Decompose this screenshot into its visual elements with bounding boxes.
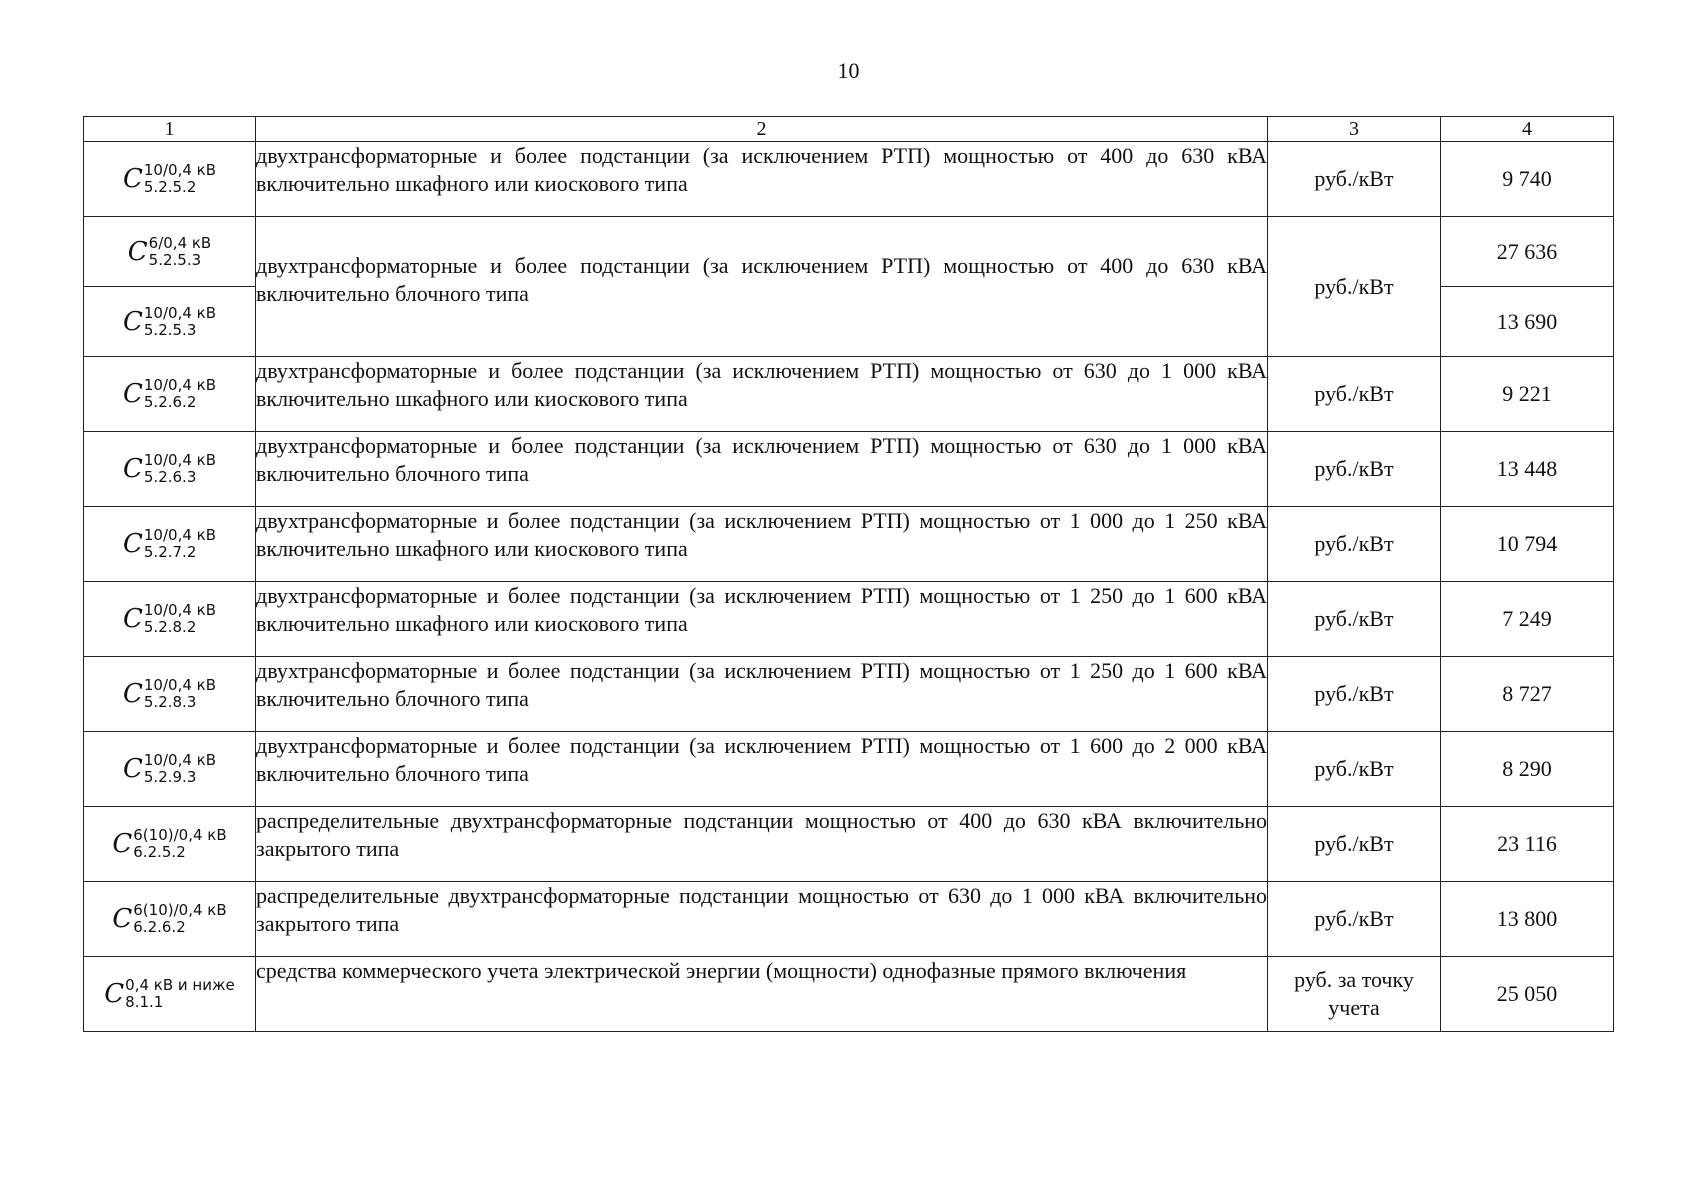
rate-unit: руб./кВт	[1268, 657, 1441, 732]
rate-superscript: 10/0,4 кВ	[143, 376, 217, 394]
column-number-row	[84, 117, 1614, 142]
rate-subscript: 5.2.6.2	[143, 393, 197, 411]
column-header: 2	[256, 117, 1268, 142]
rate-value: 23 116	[1441, 807, 1614, 882]
rate-code	[84, 142, 256, 217]
rate-symbol: C	[122, 164, 143, 194]
rate-subscript: 5.2.5.3	[143, 320, 197, 339]
rate-code	[84, 657, 256, 732]
rate-value: 9 221	[1441, 357, 1614, 432]
rate-superscript: 10/0,4 кВ	[143, 303, 217, 322]
rate-code	[84, 217, 256, 287]
rate-description: двухтрансформаторные и более подстанции (за исключением РТП) мощностью от 1 600 до 2 000 кВА включительно блочного типа	[256, 732, 1268, 807]
rate-description: двухтрансформаторные и более подстанции (за исключением РТП) мощностью от 630 до 1 000 кВА включительно шкафного или киоскового типа	[256, 357, 1268, 432]
rate-superscript: 6(10)/0,4 кВ	[133, 901, 227, 919]
rate-code	[84, 357, 256, 432]
rate-description: распределительные двухтрансформаторные подстанции мощностью от 400 до 630 кВА включительно закрытого типа	[256, 807, 1268, 882]
rate-symbol: C	[112, 829, 133, 859]
column-header: 1	[84, 117, 256, 142]
rate-symbol: C	[104, 979, 125, 1009]
rate-subscript: 6.2.5.2	[133, 843, 186, 861]
rate-unit: руб. за точку учета	[1268, 957, 1441, 1032]
table-row	[84, 732, 1614, 807]
rate-symbol: C	[122, 529, 143, 559]
rate-superscript: 10/0,4 кВ	[143, 676, 217, 694]
rate-superscript: 10/0,4 кВ	[143, 451, 217, 469]
table-row	[84, 507, 1614, 582]
rate-unit: руб./кВт	[1268, 882, 1441, 957]
rate-unit: руб./кВт	[1268, 217, 1441, 357]
rate-description: двухтрансформаторные и более подстанции (за исключением РТП) мощностью от 1 250 до 1 600 кВА включительно блочного типа	[256, 657, 1268, 732]
rate-superscript: 6/0,4 кВ	[148, 233, 212, 252]
rate-unit: руб./кВт	[1268, 357, 1441, 432]
table-row	[84, 657, 1614, 732]
rate-description: распределительные двухтрансформаторные подстанции мощностью от 630 до 1 000 кВА включительно закрытого типа	[256, 882, 1268, 957]
rate-subscript: 6.2.6.2	[133, 918, 186, 936]
table-row	[84, 357, 1614, 432]
rate-value: 8 290	[1441, 732, 1614, 807]
column-header: 4	[1441, 117, 1614, 142]
rate-superscript: 10/0,4 кВ	[143, 751, 217, 769]
rate-subscript: 5.2.5.2	[143, 178, 197, 196]
rate-symbol: C	[122, 754, 143, 784]
rate-unit: руб./кВт	[1268, 507, 1441, 582]
rate-value: 13 800	[1441, 882, 1614, 957]
rate-code	[84, 582, 256, 657]
table-row	[84, 432, 1614, 507]
rate-superscript: 10/0,4 кВ	[143, 526, 217, 544]
rate-description: двухтрансформаторные и более подстанции (за исключением РТП) мощностью от 400 до 630 кВА включительно блочного типа	[256, 217, 1268, 357]
tariff-table	[83, 116, 1614, 1032]
rate-code	[84, 882, 256, 957]
rate-unit: руб./кВт	[1268, 807, 1441, 882]
rate-subscript: 5.2.7.2	[143, 543, 197, 561]
rate-unit: руб./кВт	[1268, 732, 1441, 807]
rate-value: 25 050	[1441, 957, 1614, 1032]
rate-value: 9 740	[1441, 142, 1614, 217]
page-number: 10	[837, 58, 860, 83]
rate-code	[84, 287, 256, 357]
table-row	[84, 807, 1614, 882]
rate-description: двухтрансформаторные и более подстанции (за исключением РТП) мощностью от 400 до 630 кВА включительно шкафного или киоскового типа	[256, 142, 1268, 217]
rate-code	[84, 732, 256, 807]
rate-description: двухтрансформаторные и более подстанции (за исключением РТП) мощностью от 630 до 1 000 кВА включительно блочного типа	[256, 432, 1268, 507]
table-row	[84, 882, 1614, 957]
rate-subscript: 5.2.6.3	[143, 468, 197, 486]
rate-symbol: C	[122, 454, 143, 484]
rate-subscript: 8.1.1	[125, 993, 164, 1011]
rate-symbol: C	[122, 379, 143, 409]
rate-code	[84, 507, 256, 582]
column-header: 3	[1268, 117, 1441, 142]
rate-value: 13 448	[1441, 432, 1614, 507]
rate-subscript: 5.2.8.2	[143, 618, 197, 636]
rate-unit: руб./кВт	[1268, 142, 1441, 217]
rate-description: двухтрансформаторные и более подстанции (за исключением РТП) мощностью от 1 000 до 1 250 кВА включительно шкафного или киоскового типа	[256, 507, 1268, 582]
rate-symbol: C	[122, 306, 143, 337]
rate-code	[84, 432, 256, 507]
rate-superscript: 10/0,4 кВ	[143, 601, 217, 619]
table-row	[84, 582, 1614, 657]
rate-code	[84, 807, 256, 882]
rate-symbol: C	[127, 236, 148, 267]
rate-unit: руб./кВт	[1268, 582, 1441, 657]
rate-subscript: 5.2.9.3	[143, 768, 197, 786]
rate-value: 27 636	[1441, 217, 1614, 287]
rate-value: 8 727	[1441, 657, 1614, 732]
rate-description: средства коммерческого учета электрической энергии (мощности) однофазные прямого включения	[256, 957, 1268, 1032]
rate-unit: руб./кВт	[1268, 432, 1441, 507]
rate-value: 13 690	[1441, 287, 1614, 357]
rate-value: 7 249	[1441, 582, 1614, 657]
table-row	[84, 957, 1614, 1032]
table-row	[84, 217, 1614, 287]
rate-superscript: 6(10)/0,4 кВ	[133, 826, 227, 844]
rate-superscript: 10/0,4 кВ	[143, 161, 217, 179]
rate-symbol: C	[122, 604, 143, 634]
rate-subscript: 5.2.5.3	[148, 250, 202, 269]
rate-symbol: C	[122, 679, 143, 709]
rate-code	[84, 957, 256, 1032]
rate-value: 10 794	[1441, 507, 1614, 582]
rate-description: двухтрансформаторные и более подстанции (за исключением РТП) мощностью от 1 250 до 1 600 кВА включительно шкафного или киоскового типа	[256, 582, 1268, 657]
rate-symbol: C	[112, 904, 133, 934]
rate-superscript: 0,4 кВ и ниже	[125, 976, 235, 994]
rate-subscript: 5.2.8.3	[143, 693, 197, 711]
table-row	[84, 142, 1614, 217]
